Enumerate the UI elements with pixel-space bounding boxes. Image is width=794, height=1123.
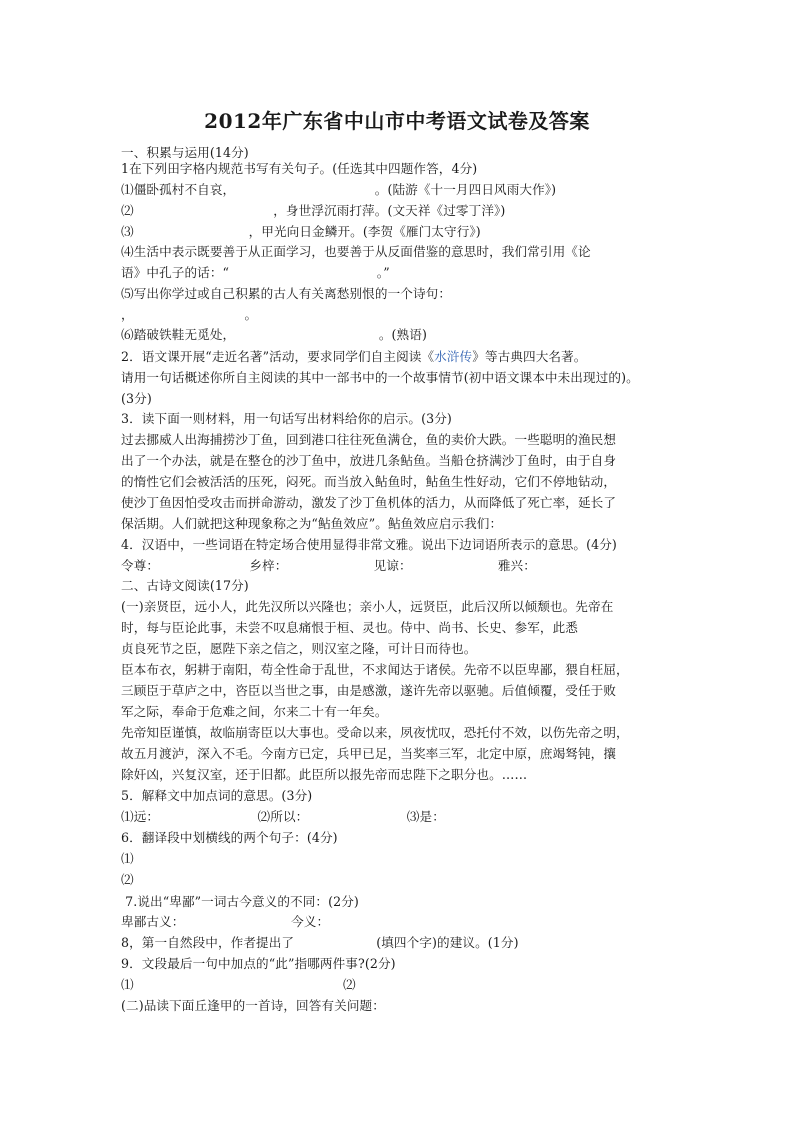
text-line: ⑴远： ⑵所以： ⑶是： — [121, 809, 445, 824]
text-line: 9．文段最后一句中加点的“此”指哪两件事?(2分) — [121, 956, 396, 971]
text-line: 先帝知臣谨慎，故临崩寄臣以大事也。受命以来，夙夜忧叹，恐托付不效，以伤先帝之明， — [121, 725, 629, 740]
line-text-tail: 》等古典四大名著。 — [472, 349, 587, 364]
text-line: 8，第一自然段中，作者提出了 (填四个字)的建议。(1分) — [121, 935, 519, 950]
text-line: ⑵ — [121, 872, 134, 887]
text-line: 请用一句话概述你所自主阅读的其中一部书中的一个故事情节(初中语文课本中未出现过的)。 — [121, 370, 639, 385]
text-line: 故五月渡泸，深入不毛。今南方已定，兵甲已足，当奖率三军，北定中原，庶竭驽钝，攘 — [121, 746, 617, 761]
text-line: 1在下列田字格内规范书写有关句子。(任选其中四题作答，4分) — [121, 161, 478, 176]
text-line: 令尊： 乡梓： 见谅： 雅兴： — [121, 558, 536, 573]
text-line: 5．解释文中加点词的意思。(3分) — [121, 788, 313, 803]
text-line: 臣本布衣，躬耕于南阳，苟全性命于乱世，不求闻达于诸侯。先帝不以臣卑鄙，猥自枉屈， — [121, 662, 629, 677]
text-line: 军之际，奉命于危难之间，尔来二十有一年矣。 — [121, 704, 388, 719]
text-line: 6．翻译段中划横线的两个句子：(4分) — [121, 830, 338, 845]
text-line: 二、古诗文阅读(17分) — [121, 578, 249, 593]
text-line: 的惰性它们会被活活的压死，闷死。而当放入鲇鱼时，鲇鱼生性好动，它们不停地钻动， — [121, 474, 617, 489]
text-line: 三顾臣于草庐之中，咨臣以当世之事，由是感激，遂许先帝以驱驰。后值倾覆，受任于败 — [121, 683, 617, 698]
text-line: 时，每与臣论此事，未尝不叹息痛恨于桓、灵也。侍中、尚书、长史、参军，此悉 — [121, 620, 578, 635]
text-line: 4．汉语中，一些词语在特定场合使用显得非常文雅。说出下边词语所表示的意思。(4分) — [121, 537, 617, 552]
text-line: ⑹踏破铁鞋无觅处， 。(熟语) — [121, 327, 427, 342]
line-text: 2．语文课开展“走近名著”活动，要求同学们自主阅读《 — [121, 349, 435, 364]
text-line: 7.说出“卑鄙”一词古今意义的不同：(2分) — [121, 894, 359, 909]
text-line: 出了一个办法，就是在整仓的沙丁鱼中，放进几条鲇鱼。当船仓挤满沙丁鱼时，由于自身 — [121, 453, 617, 468]
text-line: 卑鄙古义： 今义： — [121, 914, 330, 929]
text-line: ⑵ ，身世浮沉雨打萍。(文天祥《过零丁洋》) — [121, 203, 506, 218]
text-line: ， 。 — [121, 307, 258, 322]
text-line: ⑸写出你学过或自己积累的古人有关离愁别恨的一个诗句： — [121, 286, 452, 301]
text-line: (3分) — [121, 391, 152, 406]
text-line: 贞良死节之臣，愿陛下亲之信之，则汉室之隆，可计日而待也。 — [121, 641, 477, 656]
document-title: 2012年广东省中山市中考语文试卷及答案 — [204, 109, 590, 133]
text-line: 语》中孔子的话：“ 。” — [121, 265, 390, 280]
text-line: ⑶ ，甲光向日金鳞开。(李贺《雁门太守行》) — [121, 224, 481, 239]
text-line: 除奸凶，兴复汉室，还于旧都。此臣所以报先帝而忠陛下之职分也。…… — [121, 767, 528, 782]
text-line: ⑷生活中表示既要善于从正面学习，也要善于从反面借鉴的意思时，我们常引用《论 — [121, 244, 591, 259]
text-line: (二)品读下面丘逢甲的一首诗，回答有关问题： — [121, 998, 385, 1013]
text-line: 使沙丁鱼因怕受攻击而拼命游动，激发了沙丁鱼机体的活力，从而降低了死亡率，延长了 — [121, 495, 617, 510]
text-line: 保活期。人们就把这种现象称之为“鲇鱼效应”。鲇鱼效应启示我们： — [121, 516, 503, 531]
book-link[interactable]: 水浒传 — [434, 349, 473, 364]
text-line: ⑴僵卧孤村不自哀， 。(陆游《十一月四日风雨大作》) — [121, 182, 557, 197]
text-line: 3．读下面一则材料，用一句话写出材料给你的启示。(3分) — [121, 411, 452, 426]
text-line: 一、积累与运用(14分) — [121, 145, 249, 160]
text-line: (一)亲贤臣，远小人，此先汉所以兴隆也；亲小人，远贤臣，此后汉所以倾颓也。先帝在 — [121, 599, 614, 614]
text-line — [121, 348, 681, 366]
text-line: ⑴ — [121, 851, 134, 866]
text-line: ⑴ ⑵ — [121, 977, 356, 992]
text-line: 过去挪威人出海捕捞沙丁鱼，回到港口往往死鱼满仓，鱼的卖价大跌。一些聪明的渔民想 — [121, 432, 617, 447]
